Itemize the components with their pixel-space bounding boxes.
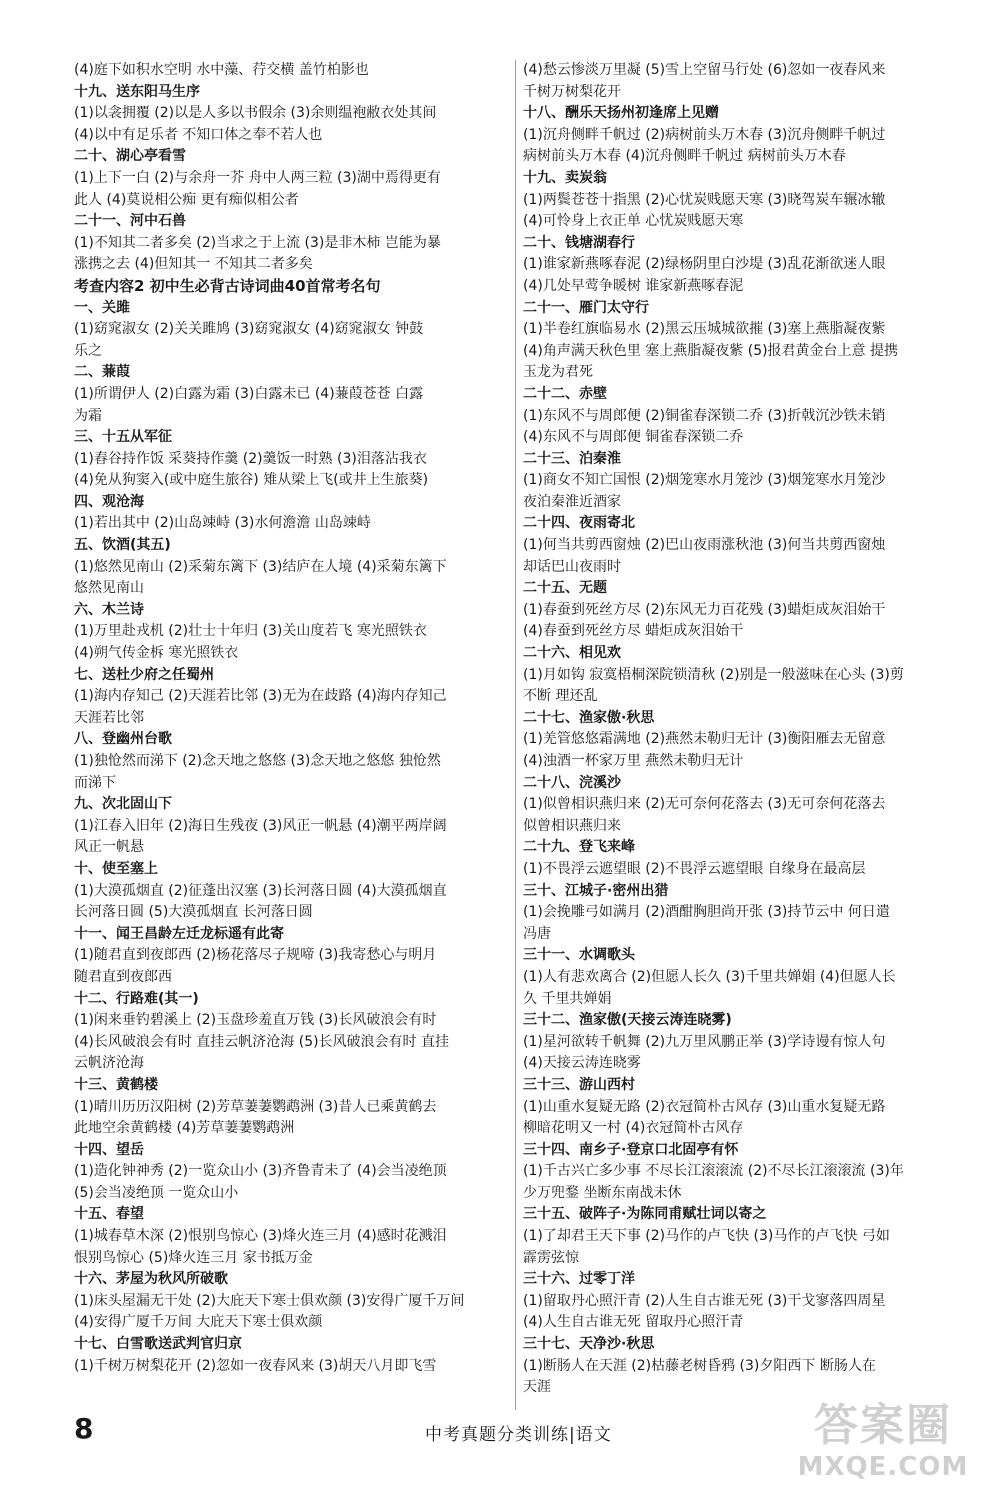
text-line: (1)半卷红旗临易水 (2)黑云压城城欲摧 (3)塞上燕脂凝夜紫 (523, 321, 886, 338)
poem-heading: 二十三、泊秦淮 (523, 450, 621, 467)
text-line: 悠然见南山 (74, 580, 144, 597)
text-line: (1)断肠人在天涯 (2)枯藤老树昏鸦 (3)夕阳西下 断肠人在 (523, 1357, 876, 1374)
poem-heading: 二十一、河中石兽 (74, 213, 186, 230)
poem-heading: 十三、黄鹤楼 (74, 1076, 158, 1093)
text-line: (1)东风不与周郎便 (2)铜雀春深锁二乔 (3)折戟沉沙铁未销 (523, 407, 886, 424)
text-line: (4)可怜身上衣正单 心忧炭贱愿天寒 (523, 213, 744, 230)
poem-heading: 五、饮酒(其五) (74, 537, 171, 554)
text-line: 而涕下 (74, 774, 116, 791)
text-line: 柳暗花明又一村 (4)衣冠简朴古风存 (523, 1120, 744, 1137)
text-line: (1)春蚕到死丝方尽 (2)东风无力百花残 (3)蜡炬成灰泪始干 (523, 601, 886, 618)
text-line: 少万兜鍪 坐断东南战未休 (523, 1184, 682, 1201)
text-line: (1)床头屋漏无干处 (2)大庇天下寒士俱欢颜 (3)安得广厦千万间 (74, 1292, 465, 1309)
poem-heading: 三十三、游山西村 (523, 1076, 635, 1093)
poem-heading: 二十四、夜雨寄北 (523, 515, 635, 532)
poem-heading: 十九、卖炭翁 (523, 169, 607, 186)
poem-heading: 三十一、水调歌头 (523, 947, 635, 964)
text-line: (1)上下一白 (2)与余舟一芥 舟中人两三粒 (3)湖中焉得更有 (74, 169, 441, 186)
text-line: (4)朔气传金柝 寒光照铁衣 (74, 645, 239, 662)
poem-heading: 二十九、登飞来峰 (523, 839, 635, 856)
text-line: (1)谁家新燕啄春泥 (2)绿杨阴里白沙堤 (3)乱花渐欲迷人眼 (523, 256, 886, 273)
poem-heading: 三十二、渔家傲(天接云涛连晓雾) (523, 1012, 732, 1029)
poem-heading: 三十六、过零丁洋 (523, 1271, 635, 1288)
poem-heading: 八、登幽州台歌 (74, 731, 172, 748)
watermark-text: 答案圈 (814, 1400, 952, 1451)
text-line: (4)角声满天秋色里 塞上燕脂凝夜紫 (5)报君黄金台上意 提携 (523, 342, 899, 359)
text-line: (1)若出其中 (2)山岛竦峙 (3)水何澹澹 山岛竦峙 (74, 515, 371, 532)
text-line: (1)人有悲欢离合 (2)但愿人长久 (3)千里共婵娟 (4)但愿人长 (523, 968, 896, 985)
text-line: 天涯若比邻 (74, 709, 144, 726)
text-line: (4)安得广厦千万间 大庇天下寒士俱欢颜 (74, 1314, 323, 1331)
text-line: 不断 理还乱 (523, 688, 598, 705)
text-line: (1)月如钩 寂寞梧桐深院锁清秋 (2)别是一般滋味在心头 (3)剪 (523, 666, 904, 683)
text-line: 夜泊秦淮近酒家 (523, 493, 621, 510)
text-line: (4)人生自古谁无死 留取丹心照汗青 (523, 1314, 744, 1331)
text-line: (1)羌管悠悠霜满地 (2)燕然未勒归无计 (3)衡阳雁去无留意 (523, 731, 886, 748)
poem-heading: 二、蒹葭 (74, 364, 130, 381)
poem-heading: 十二、行路难(其一) (74, 990, 199, 1007)
text-line: (1)星河欲转千帆舞 (2)九万里风鹏正举 (3)学诗谩有惊人句 (523, 1033, 886, 1050)
poem-heading: 十四、望岳 (74, 1141, 144, 1158)
column-divider (515, 60, 516, 1410)
poem-heading: 三十四、南乡子·登京口北固亭有怀 (523, 1141, 739, 1158)
text-line: 玉龙为君死 (523, 364, 593, 381)
text-line: (1)闲来垂钓碧溪上 (2)玉盘珍羞直万钱 (3)长风破浪会有时 (74, 1012, 437, 1029)
right-column (523, 60, 971, 1399)
text-line: 涨携之去 (4)但知其一 不知其二者多矣 (74, 256, 313, 273)
text-line: (1)了却君王天下事 (2)马作的卢飞快 (3)马作的卢飞快 弓如 (523, 1228, 890, 1245)
text-line: (1)造化钟神秀 (2)一览众山小 (3)齐鲁青未了 (4)会当凌绝顶 (74, 1163, 447, 1180)
poem-heading: 二十八、浣溪沙 (523, 774, 621, 791)
text-line: (1)千树万树梨花开 (2)忽如一夜春风来 (3)胡天八月即飞雪 (74, 1357, 437, 1374)
text-line: 千树万树梨花开 (523, 83, 621, 100)
section-heading: 考查内容2 初中生必背古诗词曲40首常考名句 (74, 276, 381, 295)
text-line: 霹雳弦惊 (523, 1249, 579, 1266)
text-line: (4)长风破浪会有时 直挂云帆济沧海 (5)长风破浪会有时 直挂 (74, 1033, 450, 1050)
text-line: (1)两鬓苍苍十指黑 (2)心忧炭贱愿天寒 (3)晓驾炭车辗冰辙 (523, 191, 886, 208)
poem-heading: 一、关雎 (74, 299, 130, 316)
page-number: 8 (74, 1412, 94, 1445)
text-line: (1)千古兴亡多少事 不尽长江滚滚流 (2)不尽长江滚滚流 (3)年 (523, 1163, 904, 1180)
poem-heading: 二十五、无题 (523, 580, 607, 597)
text-line: (1)何当共剪西窗烛 (2)巴山夜雨涨秋池 (3)何当共剪西窗烛 (523, 537, 886, 554)
text-line: (4)以中有足乐者 不知口体之奉不若人也 (74, 126, 323, 143)
text-line: (1)山重水复疑无路 (2)衣冠简朴古风存 (3)山重水复疑无路 (523, 1098, 886, 1115)
text-line: (1)似曾相识燕归来 (2)无可奈何花落去 (3)无可奈何花落去 (523, 796, 886, 813)
text-line: (1)商女不知亡国恨 (2)烟笼寒水月笼沙 (3)烟笼寒水月笼沙 (523, 472, 886, 489)
text-line: (1)留取丹心照汗青 (2)人生自古谁无死 (3)干戈寥落四周星 (523, 1292, 886, 1309)
text-line: (1)窈窕淑女 (2)关关雎鸠 (3)窈窕淑女 (4)窈窕淑女 钟鼓 (74, 321, 424, 338)
text-line: (4)庭下如积水空明 水中藻、荇交横 盖竹柏影也 (74, 62, 369, 78)
text-line: 病树前头万木春 (4)沉舟侧畔千帆过 病树前头万木春 (523, 148, 846, 165)
poem-heading: 十、使至塞上 (74, 860, 158, 877)
watermark-logo (778, 1400, 988, 1488)
poem-heading: 二十二、赤壁 (523, 385, 607, 402)
poem-heading: 十一、闻王昌龄左迁龙标遥有此寄 (74, 925, 284, 942)
text-line: (4)东风不与周郎便 铜雀春深锁二乔 (523, 429, 744, 446)
watermark-url: MXQE.COM (797, 1452, 969, 1482)
poem-heading: 四、观沧海 (74, 493, 144, 510)
text-line: (1)随君直到夜郎西 (2)杨花落尽子规啼 (3)我寄愁心与明月 (74, 947, 437, 964)
text-line: (1)江春入旧年 (2)海日生残夜 (3)风正一帆悬 (4)潮平两岸阔 (74, 817, 447, 834)
text-line: (1)会挽雕弓如满月 (2)酒酣胸胆尚开张 (3)持节云中 何日遣 (523, 904, 890, 921)
poem-heading: 十五、春望 (74, 1206, 144, 1223)
book-title: 中考真题分类训练|语文 (425, 1425, 612, 1445)
text-line: 却话巴山夜雨时 (523, 558, 621, 575)
poem-heading: 二十一、雁门太守行 (523, 299, 649, 316)
text-line: (4)春蚕到死丝方尽 蜡炬成灰泪始干 (523, 623, 744, 640)
poem-heading: 十八、酬乐天扬州初逢席上见赠 (523, 105, 719, 122)
poem-heading: 九、次北固山下 (74, 796, 172, 813)
text-line: (4)几处早莺争暖树 谁家新燕啄春泥 (523, 277, 744, 294)
text-line: 风正一帆悬 (74, 839, 144, 856)
poem-heading: 三十五、破阵子·为陈同甫赋壮词以寄之 (523, 1206, 767, 1223)
text-line: (1)独怆然而涕下 (2)念天地之悠悠 (3)念天地之悠悠 独怆然 (74, 753, 441, 769)
poem-heading: 十七、白雪歌送武判官归京 (74, 1336, 242, 1353)
text-line: (1)晴川历历汉阳树 (2)芳草萋萋鹦鹉洲 (3)昔人已乘黄鹤去 (74, 1098, 437, 1115)
text-line: 冯唐 (523, 925, 551, 942)
text-line: (4)愁云惨淡万里凝 (5)雪上空留马行处 (6)忽如一夜春风来 (523, 62, 886, 78)
text-line: 天涯 (523, 1379, 551, 1396)
poem-heading: 七、送杜少府之任蜀州 (74, 666, 214, 683)
text-line: (1)万里赴戎机 (2)壮士十年归 (3)关山度若飞 寒光照铁衣 (74, 623, 427, 640)
text-line: 恨别鸟惊心 (5)烽火连三月 家书抵万金 (74, 1249, 313, 1266)
text-line: 此地空余黄鹤楼 (4)芳草萋萋鹦鹉洲 (74, 1120, 295, 1137)
text-line: (1)舂谷持作饭 采葵持作羹 (2)羹饭一时熟 (3)泪落沾我衣 (74, 450, 427, 467)
poem-heading: 二十六、相见欢 (523, 645, 621, 662)
text-line: 乐之 (74, 342, 102, 359)
poem-heading: 十九、送东阳马生序 (74, 83, 200, 100)
text-line: (4)天接云涛连晓雾 (523, 1055, 641, 1072)
text-line: 此人 (4)莫说相公痴 更有痴似相公者 (74, 191, 299, 208)
poem-heading: 二十七、渔家傲·秋思 (523, 709, 655, 726)
text-line: (1)海内存知己 (2)天涯若比邻 (3)无为在歧路 (4)海内存知己 (74, 688, 447, 705)
text-line: 为霜 (74, 407, 102, 424)
text-line: (1)不畏浮云遮望眼 (2)不畏浮云遮望眼 自缘身在最高层 (523, 860, 866, 877)
text-line: (5)会当凌绝顶 一览众山小 (74, 1184, 239, 1201)
left-column (74, 60, 522, 1377)
poem-heading: 二十、钱塘湖春行 (523, 234, 635, 251)
poem-heading: 三、十五从军征 (74, 429, 172, 446)
text-line: (1)沉舟侧畔千帆过 (2)病树前头万木春 (3)沉舟侧畔千帆过 (523, 126, 886, 143)
text-line: (1)不知其二者多矣 (2)当求之于上流 (3)是非木柿 岂能为暴 (74, 234, 441, 251)
text-line: (1)以衾拥覆 (2)以是人多以书假余 (3)余则缊袍敝衣处其间 (74, 105, 437, 122)
text-line: (4)浊酒一杯家万里 燕然未勒归无计 (523, 753, 744, 769)
poem-heading: 二十、湖心亭看雪 (74, 148, 186, 165)
poem-heading: 六、木兰诗 (74, 601, 144, 618)
text-line: (1)悠然见南山 (2)采菊东篱下 (3)结庐在人境 (4)采菊东篱下 (74, 558, 447, 575)
poem-heading: 十六、茅屋为秋风所破歌 (74, 1271, 228, 1288)
text-line: (4)免从狗窦入(或中庭生旅谷) 雉从梁上飞(或井上生旅葵) (74, 472, 429, 489)
poem-heading: 三十七、天净沙·秋思 (523, 1336, 655, 1353)
text-line: 云帆济沧海 (74, 1055, 144, 1072)
text-line: (1)大漠孤烟直 (2)征蓬出汉塞 (3)长河落日圆 (4)大漠孤烟直 (74, 882, 447, 899)
text-line: 似曾相识燕归来 (523, 817, 621, 834)
text-line: 随君直到夜郎西 (74, 968, 172, 985)
text-line: 长河落日圆 (5)大漠孤烟直 长河落日圆 (74, 904, 313, 921)
text-line: 久 千里共婵娟 (523, 990, 612, 1007)
poem-heading: 三十、江城子·密州出猎 (523, 882, 669, 899)
text-line: (1)城春草木深 (2)恨别鸟惊心 (3)烽火连三月 (4)感时花溅泪 (74, 1228, 447, 1245)
text-line: (1)所谓伊人 (2)白露为霜 (3)白露未已 (4)蒹葭苍苍 白露 (74, 385, 424, 402)
